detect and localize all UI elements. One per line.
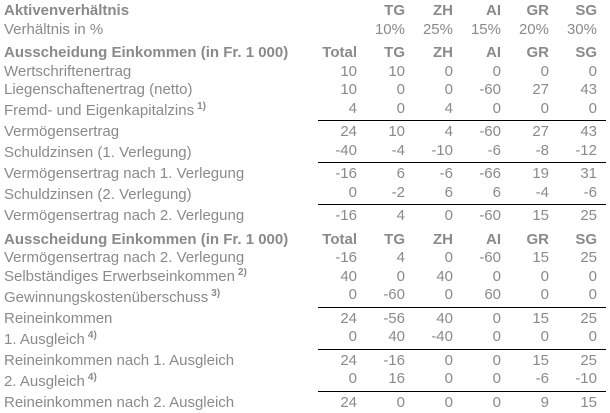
cell-total: -40 <box>318 142 366 163</box>
cell-tg: 0 <box>396 393 405 411</box>
row-label <box>0 286 318 307</box>
cell-gr: 0 <box>510 286 558 307</box>
row-label <box>0 268 318 287</box>
cell-gr: 15 <box>532 351 549 369</box>
table-row-fremd-eigenkapitalzins <box>0 100 606 121</box>
cell-gr: 0 <box>510 100 558 121</box>
cell-tg: 0 <box>396 267 405 285</box>
cell-gr: 19 <box>532 165 549 182</box>
cell-sg: -10 <box>558 370 606 391</box>
cell-tg: 0 <box>396 81 405 98</box>
cell-tg: -56 <box>383 309 405 327</box>
table-row-schuldzinsen-1 <box>0 142 606 163</box>
cell-total: 0 <box>318 328 366 349</box>
cell-gr: 15 <box>532 249 549 266</box>
cell-zh: 0 <box>414 370 462 391</box>
table-row-vermoegensertrag-nach-2b <box>0 249 606 268</box>
row-label: Ausscheidung Einkommen (in Fr. 1 000) <box>4 44 289 61</box>
cell-sg: 0 <box>588 62 597 80</box>
row-label: Schuldzinsen (1. Verlegung) <box>4 144 192 161</box>
cell-total: 4 <box>318 100 366 121</box>
cell-zh: 40 <box>436 309 453 327</box>
table-row-vermoegensertrag <box>0 121 606 142</box>
row-label: Wertschriftenertrag <box>4 62 132 80</box>
cell-gr: 20% <box>518 20 549 38</box>
cell-zh: 4 <box>414 100 462 121</box>
cell-gr: 15 <box>532 309 549 327</box>
ausscheidung-einkommen-table <box>0 2 606 412</box>
footnote-marker: 2) <box>237 267 247 278</box>
cell-ai: -60 <box>479 249 501 266</box>
row-label: Vermögensertrag <box>4 123 120 140</box>
table-row-vermoegensertrag-nach-2 <box>0 205 606 226</box>
cell-zh: 0 <box>414 286 462 307</box>
table-row-reineinkommen <box>0 307 606 328</box>
footnote-marker: 4) <box>87 371 97 383</box>
cell-ai: -60 <box>479 207 501 224</box>
cell-tg: 10% <box>374 20 405 38</box>
cell-zh: 40 <box>436 267 453 285</box>
cell-sg: 0 <box>558 328 606 349</box>
cell-tg: 10 <box>388 62 405 80</box>
cell-ai: -60 <box>479 123 501 140</box>
row-label: Liegenschaftenertrag (netto) <box>4 81 193 98</box>
cell-sg: SG <box>575 230 597 248</box>
cell-sg: 25 <box>580 207 597 224</box>
row-label-text: 1. Ausgleich <box>4 330 85 348</box>
cell-gr: 15 <box>532 207 549 224</box>
cell-sg: 25 <box>580 351 597 369</box>
cell-sg: 25 <box>580 309 597 327</box>
cell-ai: AI <box>486 44 501 61</box>
cell-ai: 0 <box>492 351 501 369</box>
cell-zh: 6 <box>414 184 462 205</box>
row-label-text: Fremd- und Eigenkapitalzins <box>4 102 195 119</box>
cell-zh: 0 <box>444 81 453 98</box>
cell-sg: 0 <box>558 286 606 307</box>
table-row-reineinkommen-nach-2 <box>0 391 606 412</box>
table-row-ausgleich-2 <box>0 370 606 391</box>
table-row-wertschriftenertrag <box>0 63 606 82</box>
cell-ai: 0 <box>492 309 501 327</box>
cell-ai: 60 <box>462 286 510 307</box>
row-label: Reineinkommen <box>4 309 113 327</box>
cell-ai: 0 <box>462 370 510 391</box>
cell-zh: 4 <box>444 123 453 140</box>
footnote-marker: 4) <box>87 329 97 341</box>
cell-tg: 40 <box>366 328 414 349</box>
cell-tg: 16 <box>366 370 414 391</box>
cell-total: Total <box>322 44 357 61</box>
cell-tg: TG <box>384 2 405 19</box>
cell-ai: 0 <box>492 393 501 411</box>
cell-ai: 15% <box>470 20 501 38</box>
cell-gr: -4 <box>510 184 558 205</box>
row-label <box>0 370 318 391</box>
cell-zh: -10 <box>414 142 462 163</box>
row-label: Vermögensertrag nach 2. Verlegung <box>4 249 245 266</box>
table-row-aktivenverhaeltnis-header <box>0 2 606 21</box>
cell-total: 24 <box>340 309 357 327</box>
cell-gr: GR <box>526 230 549 248</box>
cell-sg: SG <box>575 44 597 61</box>
cell-sg: 43 <box>580 81 597 98</box>
cell-sg: 0 <box>588 267 597 285</box>
cell-gr: 0 <box>540 267 549 285</box>
cell-total: 0 <box>318 286 366 307</box>
cell-sg: 0 <box>558 100 606 121</box>
row-label: Vermögensertrag nach 2. Verlegung <box>4 207 245 224</box>
cell-tg: -2 <box>366 184 414 205</box>
cell-ai: -6 <box>462 142 510 163</box>
table-row-ausgleich-1 <box>0 328 606 349</box>
cell-sg: 15 <box>580 393 597 411</box>
cell-zh: 25% <box>422 20 453 38</box>
cell-zh: 0 <box>444 207 453 224</box>
cell-total: 0 <box>318 184 366 205</box>
cell-ai: -66 <box>479 165 501 182</box>
table-row-vermoegensertrag-nach-1 <box>0 163 606 184</box>
cell-total: 10 <box>340 62 357 80</box>
table-row-section-header-1 <box>0 39 606 63</box>
row-label: Verhältnis in % <box>4 20 104 38</box>
cell-zh: 0 <box>444 249 453 266</box>
cell-sg: 43 <box>580 123 597 140</box>
row-label-text: 2. Ausgleich <box>4 372 85 390</box>
cell-zh: -40 <box>414 328 462 349</box>
cell-tg: 4 <box>396 249 405 266</box>
row-label: Aktivenverhältnis <box>4 2 130 19</box>
cell-gr: 27 <box>532 81 549 98</box>
cell-total: 10 <box>340 81 357 98</box>
cell-ai: AI <box>486 230 501 248</box>
cell-zh: 0 <box>444 62 453 80</box>
cell-gr: GR <box>526 44 549 61</box>
table-row-selbstaendiges-erwerbseinkommen <box>0 268 606 287</box>
cell-gr: GR <box>526 2 549 19</box>
cell-gr: 0 <box>510 328 558 349</box>
cell-tg: TG <box>384 230 405 248</box>
cell-tg: 4 <box>396 207 405 224</box>
cell-tg: 10 <box>388 123 405 140</box>
cell-tg: -16 <box>383 351 405 369</box>
cell-sg: 25 <box>580 249 597 266</box>
cell-total: 24 <box>340 351 357 369</box>
table-row-section-header-2 <box>0 226 606 250</box>
row-label: Schuldzinsen (2. Verlegung) <box>4 186 192 203</box>
cell-total: Total <box>322 230 357 248</box>
cell-ai: 0 <box>462 100 510 121</box>
cell-total: 24 <box>340 393 357 411</box>
footnote-marker: 1) <box>197 101 206 112</box>
cell-gr: -6 <box>510 370 558 391</box>
cell-gr: 27 <box>532 123 549 140</box>
cell-zh: ZH <box>433 2 453 19</box>
cell-ai: 0 <box>462 328 510 349</box>
cell-ai: AI <box>486 2 501 19</box>
cell-total: -16 <box>335 207 357 224</box>
cell-sg: SG <box>575 2 597 19</box>
cell-ai: 6 <box>462 184 510 205</box>
row-label-text: Selbständiges Erwerbseinkommen <box>4 267 235 285</box>
table-row-schuldzinsen-2 <box>0 184 606 205</box>
table-row-gewinnungskostenueberschuss <box>0 286 606 307</box>
table-row-liegenschaftenertrag <box>0 81 606 100</box>
cell-gr: 0 <box>540 62 549 80</box>
cell-total: 40 <box>340 267 357 285</box>
row-label: Reineinkommen nach 2. Ausgleich <box>4 393 235 411</box>
table-row-reineinkommen-nach-1 <box>0 349 606 370</box>
cell-zh: ZH <box>433 230 453 248</box>
cell-sg: 31 <box>580 165 597 182</box>
cell-sg: 30% <box>566 20 597 38</box>
cell-tg: TG <box>384 44 405 61</box>
cell-zh: 0 <box>444 393 453 411</box>
cell-ai: -60 <box>479 81 501 98</box>
cell-tg: -60 <box>366 286 414 307</box>
row-label <box>0 328 318 349</box>
row-label <box>0 100 318 121</box>
cell-ai: 0 <box>492 62 501 80</box>
table-row-verhaeltnis <box>0 21 606 40</box>
cell-sg: -6 <box>558 184 606 205</box>
row-label: Reineinkommen nach 1. Ausgleich <box>4 351 235 369</box>
row-label: Vermögensertrag nach 1. Verlegung <box>4 165 245 182</box>
cell-total <box>318 21 366 40</box>
cell-total: -16 <box>335 249 357 266</box>
cell-ai: 0 <box>492 267 501 285</box>
cell-total: 0 <box>318 370 366 391</box>
cell-zh: 0 <box>444 351 453 369</box>
cell-total: -16 <box>335 165 357 182</box>
cell-tg: 6 <box>396 165 405 182</box>
cell-tg: -4 <box>366 142 414 163</box>
cell-zh: ZH <box>433 44 453 61</box>
cell-sg: -12 <box>558 142 606 163</box>
row-label: Ausscheidung Einkommen (in Fr. 1 000) <box>4 230 289 248</box>
row-label-text: Gewinnungskostenüberschuss <box>4 288 209 306</box>
cell-gr: 9 <box>540 393 549 411</box>
cell-total: 24 <box>340 123 357 140</box>
footnote-marker: 3) <box>211 287 221 299</box>
cell-gr: -8 <box>510 142 558 163</box>
cell-tg: 0 <box>366 100 414 121</box>
cell-total <box>318 2 366 21</box>
cell-zh: -6 <box>439 165 453 182</box>
